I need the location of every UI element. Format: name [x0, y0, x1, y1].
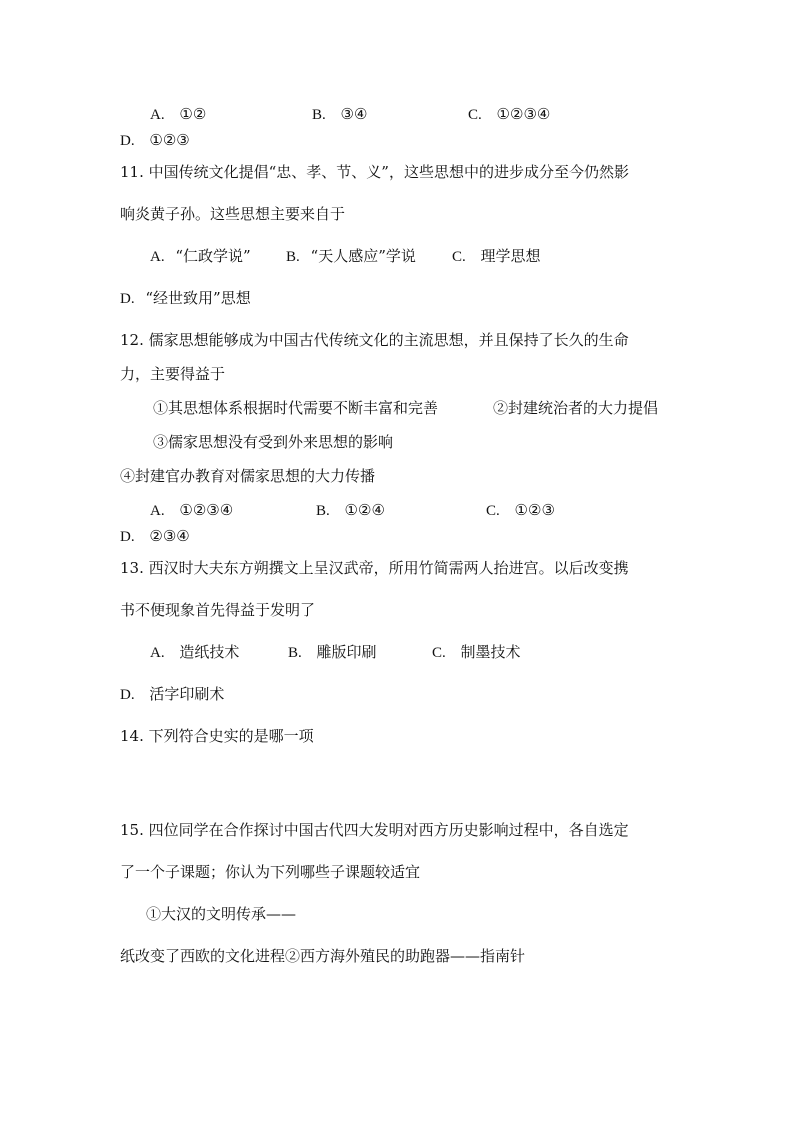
- q11-stem-line2: 响炎黄子孙。这些思想主要来自于: [120, 205, 346, 223]
- option-letter: D.: [120, 291, 135, 307]
- option-text: ②③④: [149, 527, 190, 545]
- option-letter: D.: [120, 529, 135, 545]
- q10-option-b: [312, 104, 367, 125]
- option-text: “经世致用”思想: [145, 289, 251, 307]
- option-letter: A.: [150, 503, 165, 519]
- option-text: 理学思想: [480, 247, 541, 265]
- option-text: “天人感应”学说: [310, 247, 416, 265]
- q13-option-c: [432, 642, 521, 663]
- q10-option-c: [468, 104, 550, 125]
- q12-option-c: [486, 500, 555, 521]
- option-text: ①②③④: [496, 105, 551, 123]
- option-text: ①②③: [514, 501, 555, 519]
- option-letter: D.: [120, 687, 135, 703]
- option-text: “仁政学说”: [175, 247, 251, 265]
- q12-option-d: [120, 526, 190, 547]
- option-letter: B.: [312, 107, 326, 123]
- q11-stem-line1: 11. 中国传统文化提倡“忠、孝、节、义”，这些思想中的进步成分至今仍然影: [120, 163, 629, 181]
- q12-stem-line2: 力，主要得益于: [120, 365, 226, 383]
- q11-option-b: [286, 246, 416, 267]
- q13-stem-line2: 书不便现象首先得益于发明了: [120, 601, 316, 619]
- q13-option-d: [120, 684, 224, 705]
- option-letter: B.: [288, 645, 302, 661]
- q11-option-c: [452, 246, 541, 267]
- option-letter: B.: [286, 249, 300, 265]
- q15-stem-line2: 了一个子课题；你认为下列哪些子课题较适宜: [120, 863, 421, 881]
- option-text: ③④: [340, 105, 368, 123]
- option-letter: B.: [316, 503, 330, 519]
- option-letter: A.: [150, 107, 165, 123]
- option-text: 造纸技术: [179, 643, 240, 661]
- q12-item-1: ①其思想体系根据时代需要不断丰富和完善: [153, 399, 439, 417]
- option-text: ①②③④: [179, 501, 234, 519]
- q12-option-a: [150, 500, 233, 521]
- option-text: 活字印刷术: [149, 685, 225, 703]
- option-text: 制墨技术: [460, 643, 521, 661]
- option-text: ①②: [179, 105, 207, 123]
- option-letter: A.: [150, 645, 165, 661]
- q12-stem-line1: 12. 儒家思想能够成为中国古代传统文化的主流思想，并且保持了长久的生命: [120, 331, 629, 349]
- option-letter: C.: [452, 249, 466, 265]
- option-letter: A.: [150, 249, 165, 265]
- q13-stem-line1: 13. 西汉时大夫东方朔撰文上呈汉武帝，所用竹简需两人抬进宫。以后改变携: [120, 559, 629, 577]
- option-text: ①②④: [344, 501, 385, 519]
- q12-item-2: ②封建统治者的大力提倡: [493, 399, 659, 417]
- q12-item-3: ③儒家思想没有受到外来思想的影响: [153, 433, 394, 451]
- option-letter: C.: [486, 503, 500, 519]
- q15-item-1: ①大汉的文明传承——: [146, 905, 297, 923]
- option-letter: C.: [468, 107, 482, 123]
- q11-option-a: [150, 246, 251, 267]
- q12-item-4: ④封建官办教育对儒家思想的大力传播: [120, 467, 376, 485]
- q14-stem-line1: 14. 下列符合史实的是哪一项: [120, 727, 314, 745]
- q13-option-b: [288, 642, 377, 663]
- option-text: ①②③: [149, 131, 190, 149]
- q15-item-line: 纸改变了西欧的文化进程②西方海外殖民的助跑器——指南针: [120, 947, 526, 965]
- option-letter: D.: [120, 133, 135, 149]
- q11-option-d: [120, 288, 251, 309]
- option-text: 雕版印刷: [316, 643, 377, 661]
- q12-option-b: [316, 500, 385, 521]
- q10-option-a: [150, 104, 206, 125]
- option-letter: C.: [432, 645, 446, 661]
- q10-option-d: [120, 130, 190, 151]
- q13-option-a: [150, 642, 239, 663]
- q15-stem-line1: 15. 四位同学在合作探讨中国古代四大发明对西方历史影响过程中，各自选定: [120, 821, 629, 839]
